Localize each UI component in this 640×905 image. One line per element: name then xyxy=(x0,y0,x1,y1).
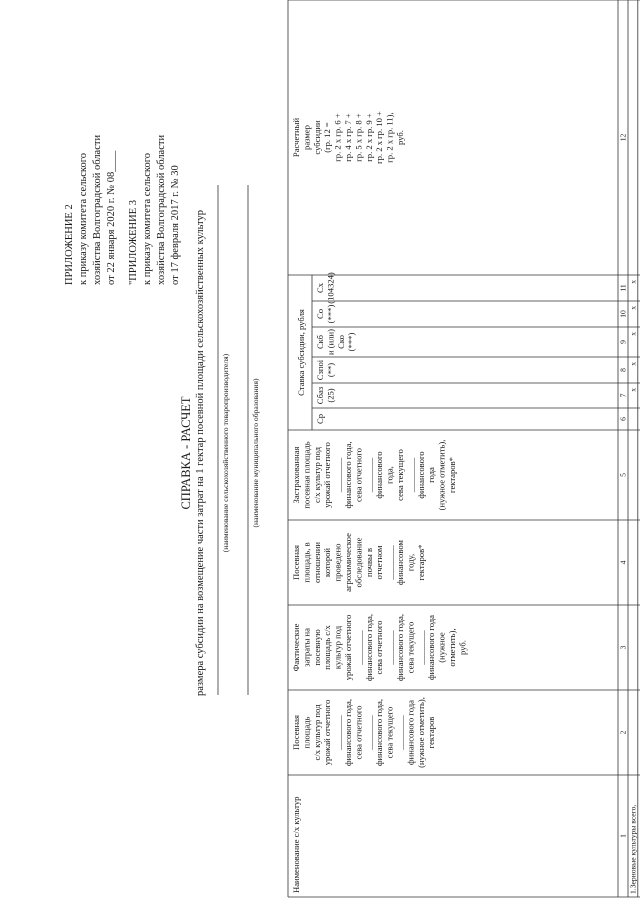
column-number: 10 xyxy=(618,310,628,318)
header-cell-text: культур под xyxy=(332,625,343,670)
header-cell-text: ________ xyxy=(384,545,395,580)
header-cell-text: сева текущего xyxy=(405,621,416,674)
header-cell-text: затраты на xyxy=(301,628,312,667)
header-cell-text: ________ xyxy=(363,457,374,493)
header-cell-text: ________ xyxy=(395,715,405,750)
header-cell-text: финансового xyxy=(415,451,426,499)
header-cell-text: посевную xyxy=(311,629,322,666)
header-cell-text: Наименование с/х культур xyxy=(291,796,301,893)
header-cell-text: Фактические xyxy=(291,623,301,672)
header-cell-text: ________ xyxy=(415,630,426,665)
appendix-new-block xyxy=(64,135,117,285)
header-cell-text: отчетном xyxy=(374,545,385,580)
header-cell-text: Сзпоi xyxy=(315,359,325,381)
table-cell-mark: х xyxy=(628,362,638,366)
header-cell-text: ________ xyxy=(353,630,364,665)
column-number: 3 xyxy=(618,645,628,650)
doc-title: СПРАВКА - РАСЧЕТ xyxy=(179,396,193,510)
column-number: 6 xyxy=(618,417,628,421)
header-cell-text: (нужное отметить), xyxy=(415,697,426,768)
header-cell-text: руб. xyxy=(395,130,405,145)
rotated-document xyxy=(64,0,640,897)
header-cell-text: гр. 2 х гр. 9 + xyxy=(363,113,374,162)
appendix-new-line-2: хозяйства Волгоградской области xyxy=(92,134,103,285)
header-cell-text: (нужное отметить), xyxy=(436,439,447,511)
column-number: 7 xyxy=(618,393,628,398)
table-cell-mark: х xyxy=(628,388,638,392)
header-cell-text: сева текущего xyxy=(384,706,395,759)
header-cell-text: финансового года, xyxy=(395,613,405,682)
header-cell-text: урожай отчетного xyxy=(343,614,353,681)
column-number: 12 xyxy=(618,133,628,142)
header-cell-text: ________ xyxy=(332,715,343,750)
header-cell-text: Ср xyxy=(315,413,325,425)
header-cell-text: финансового xyxy=(374,451,385,499)
column-number: 5 xyxy=(618,473,628,477)
column-number: 11 xyxy=(618,284,628,292)
header-cell-text: площадь с/х xyxy=(322,625,333,670)
header-cell-text: (**) xyxy=(325,362,336,378)
appendix-old-line-2: хозяйства Волгоградской области xyxy=(156,134,167,285)
appendix-old-title: "ПРИЛОЖЕНИЕ 3 xyxy=(128,199,139,285)
header-cell-text: (***) xyxy=(325,304,336,324)
column-number: 8 xyxy=(618,368,628,372)
header-cell-text: ________ xyxy=(405,457,416,493)
column-number: 2 xyxy=(618,730,628,735)
column-number: 1 xyxy=(618,834,628,838)
header-cell-text: финансового года xyxy=(426,615,437,680)
header-cell-text: руб. xyxy=(457,640,468,655)
header-cell-text: Сбаз xyxy=(315,386,325,405)
column-number: 9 xyxy=(618,340,628,344)
municipality-caption: (наименование муниципального образования) xyxy=(251,378,260,528)
header-cell-text: которой xyxy=(322,547,333,578)
header-cell-text: финансовом xyxy=(395,540,405,585)
header-cell-text: финансового года, xyxy=(343,441,353,509)
header-cell-text: Со xyxy=(315,308,325,320)
header-cell-text: финансового года, xyxy=(343,698,353,767)
header-cell-text: года xyxy=(426,467,437,483)
header-cell-text: Ско xyxy=(335,335,346,349)
header-cell-text: с/х культур под xyxy=(311,704,322,761)
header-cell-text: отметить), xyxy=(447,628,457,667)
header-cell-text: (нужное xyxy=(436,632,447,663)
header-cell-text: (25) xyxy=(325,388,336,403)
header-cell-text: площадь, в xyxy=(301,542,312,583)
header-cell-text: сева текущего xyxy=(395,449,405,501)
header-cell-text: Сх xyxy=(315,282,325,294)
header-cell-text: Посевная xyxy=(291,545,301,580)
header-cell-text: ________ xyxy=(332,457,343,493)
header-cell-text: финансового года, xyxy=(374,698,385,767)
header-cell-text: субсидии xyxy=(311,120,322,155)
table-cell-mark: х xyxy=(628,280,638,284)
subsidy-table xyxy=(288,0,640,897)
header-cell-text: гектаров* xyxy=(447,457,457,493)
appendix-old-block xyxy=(128,135,181,285)
header-cell-text: урожай отчетного xyxy=(322,442,333,508)
doc-subtitle: размера субсидии на возмещение части затрат на 1 гектар посевной площади сельскохозяйственных культур xyxy=(195,210,206,696)
header-cell-text: обследование xyxy=(353,537,364,588)
header-cell-text: посевная площадь xyxy=(301,441,312,509)
header-cell-text: урожай отчетного xyxy=(322,699,333,766)
header-cell-text: сева отчетного xyxy=(374,620,385,675)
header-cell-text: площадь xyxy=(301,716,312,749)
header-cell-text: почвы в xyxy=(363,547,374,578)
header-cell-text: размер xyxy=(301,125,312,150)
header-cell-text: (104324) xyxy=(325,272,336,304)
header-cell-text: проведено xyxy=(332,543,343,582)
header-cell-text: Посевная xyxy=(291,715,301,750)
producer-caption: (наименование сельскохозяйственного товаропроизводителя) xyxy=(221,353,230,553)
header-cell-text: гектаров xyxy=(426,716,437,749)
appendix-new-line-3: от 22 января 2020 г. № 08____ xyxy=(106,150,117,285)
rate-group-header: Ставка субсидии, рубля xyxy=(296,309,306,396)
header-cell-text: гр. 5 х гр. 8 + xyxy=(353,113,364,162)
table-cell-mark: х xyxy=(628,306,638,310)
header-cell-text: года, xyxy=(384,466,395,484)
header-cell-text: сева отчетного xyxy=(353,448,364,502)
appendix-old-line-3: от 17 февраля 2017 г. № 30 xyxy=(170,165,181,285)
header-cell-text: гр. 2 х гр. 10 + xyxy=(374,111,385,164)
header-cell-text: финансового года xyxy=(405,700,416,765)
header-cell-text: гр. 2 х гр. 6 + xyxy=(332,113,343,162)
header-cell-text: агрохимическое xyxy=(343,533,353,592)
header-cell-text: (гр. 12 = xyxy=(322,122,333,153)
appendix-new-line-1: к приказу комитета сельского xyxy=(78,152,89,285)
table-row-name: 1.Зерновые культуры всего, xyxy=(628,804,638,894)
header-cell-text: ________ xyxy=(363,715,374,750)
header-cell-text: сева отчетного xyxy=(353,705,364,760)
header-cell-text: гр. 4 х гр. 7 + xyxy=(343,113,353,162)
header-cell-text: (***) xyxy=(346,332,357,352)
header-cell-text: гектаров* xyxy=(415,544,426,581)
header-cell-text: ________ xyxy=(384,630,395,665)
appendix-old-line-1: к приказу комитета сельского xyxy=(142,152,153,285)
header-cell-text: Скб xyxy=(315,334,325,350)
table-cell-mark: х xyxy=(628,332,638,336)
header-cell-text: гр. 2 х гр. 11), xyxy=(384,112,395,163)
header-cell-text: финансового года, xyxy=(363,613,374,682)
header-cell-text: Расчетный xyxy=(291,117,301,158)
header-cell-text: Застрахованная xyxy=(291,446,301,504)
header-cell-text: году, xyxy=(405,553,416,572)
appendix-new-title: ПРИЛОЖЕНИЕ 2 xyxy=(64,204,75,285)
header-cell-text: и (или) xyxy=(325,329,336,355)
header-cell-text: с/х культур под xyxy=(311,447,322,503)
header-cell-text: отношении xyxy=(311,541,322,584)
column-number: 4 xyxy=(618,560,628,565)
